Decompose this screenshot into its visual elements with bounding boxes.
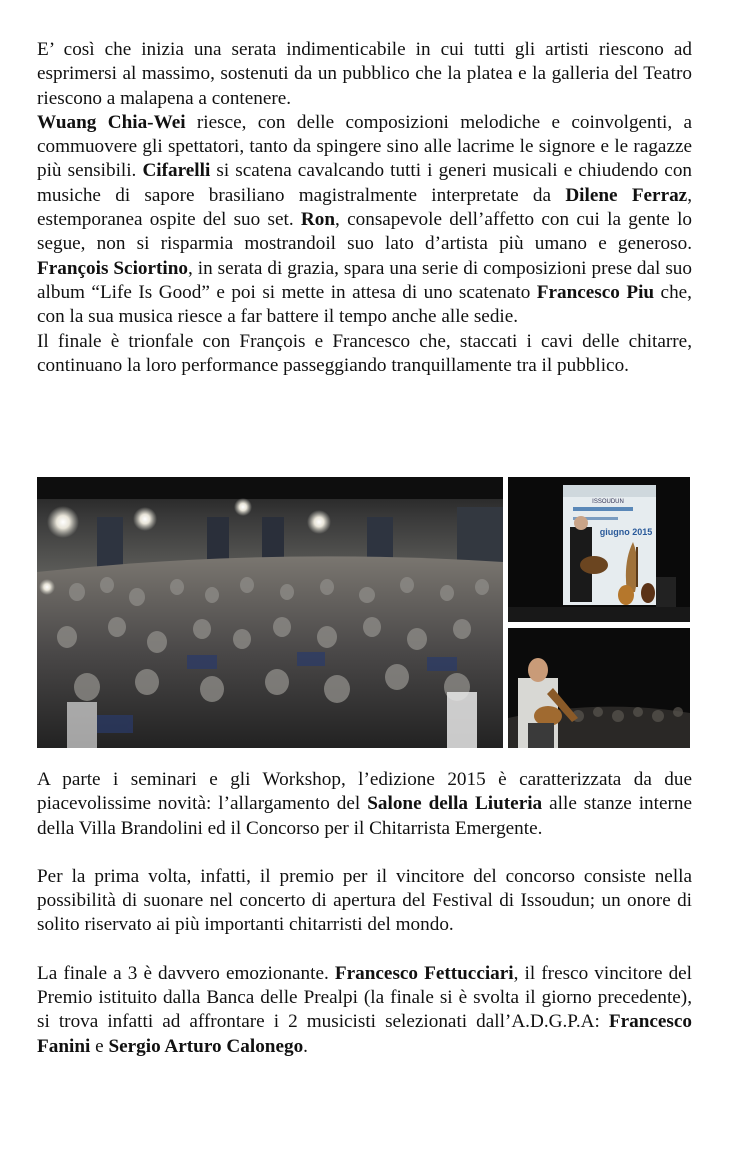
audience-photo [37,477,503,748]
text-run: , consapevole dell’affetto con cui la gente lo segue, non si risparmia mostrandoil suo lato d’artista più umano e generoso. [37,209,692,255]
text-run: A parte i seminari e gli Workshop, l’edizione 2015 è caratterizzata da due piacevolissime novità: l’allargamento del [37,769,692,815]
bottom-text-block [37,768,692,1059]
bold-name: Cifarelli [142,160,211,182]
novelties-paragraph [37,768,692,841]
intro-text-block [37,38,692,378]
bold-name: Wuang Chia-Wei [37,111,186,133]
text-run: alle stanze interne della Villa Brandolini ed il Concorso per il Chitarrista Emergente. [37,793,693,839]
text-run: e [90,1035,109,1057]
text-run: , in serata di grazia, spara una serie di composizioni prese dal suo album “Life Is Good” e poi si mette in attesa di uno scatenato [37,257,692,303]
banner-title: ISSOUDUN [592,499,624,505]
text-run: riesce, con delle composizioni melodiche e coinvolgenti, a commuovere gli spettatori, tanto da spingere sino alle lacrime le signore e le ragazze più sensibili. [37,111,692,182]
final-round-paragraph [37,962,692,1059]
text-run: si scatena cavalcando tutti i generi musicali e chiudendo con musiche di sapore brasiliano magistralmente interpretate da [37,160,693,206]
bold-name: Ron [300,209,336,231]
intro-paragraph: E’ così che inizia una serata indimenticabile in cui tutti gli artisti riescono ad esprimersi al massimo, sostenuti da un pubblico che la platea e la galleria del Teatro riescono a malapena a contenere. [37,39,692,109]
text-run: , il fresco vincitore del Premio istituito dalla Banca delle Prealpi (la finale si è svolta il giorno precedente), si trova infatti ad affrontare i 2 musicisti selezionati dall’A.D.G.P.A: [37,962,693,1033]
finale-paragraph: Il finale è trionfale con François e Francesco che, staccati i cavi delle chitarre, continuano la loro performance passeggiando tranquillamente tra il pubblico. [37,330,692,376]
bold-name: Dilene Ferraz [565,184,688,206]
bold-name: Francesco Fettucciari [334,962,514,984]
text-run: , estemporanea ospite del suo set. [37,184,692,231]
bold-name: Francesco Piu [536,281,655,303]
artists-paragraph [37,111,692,330]
guitarist-in-public-photo [508,628,690,748]
prize-paragraph: Per la prima volta, infatti, il premio per il vincitore del concorso consiste nella possibilità di suonare nel concerto di apertura del Festival di Issoudun; un onore di solito riservato ai più importanti chitarristi del mondo. [37,865,692,936]
bold-name: Francesco Fanini [37,1011,692,1057]
banner-date: giugno 2015 [599,527,653,537]
text-run: . [303,1035,308,1057]
bold-name: Salone della Liuteria [367,793,543,815]
bold-name: François Sciortino [37,257,188,279]
stage-guitarist-photo [508,477,690,622]
text-run: che, con la sua musica riesce a far battere il tempo anche alle sedie. [37,281,692,328]
text-run: La finale a 3 è davvero emozionante. [37,962,335,984]
bold-name: Sergio Arturo Calonego [108,1035,304,1057]
